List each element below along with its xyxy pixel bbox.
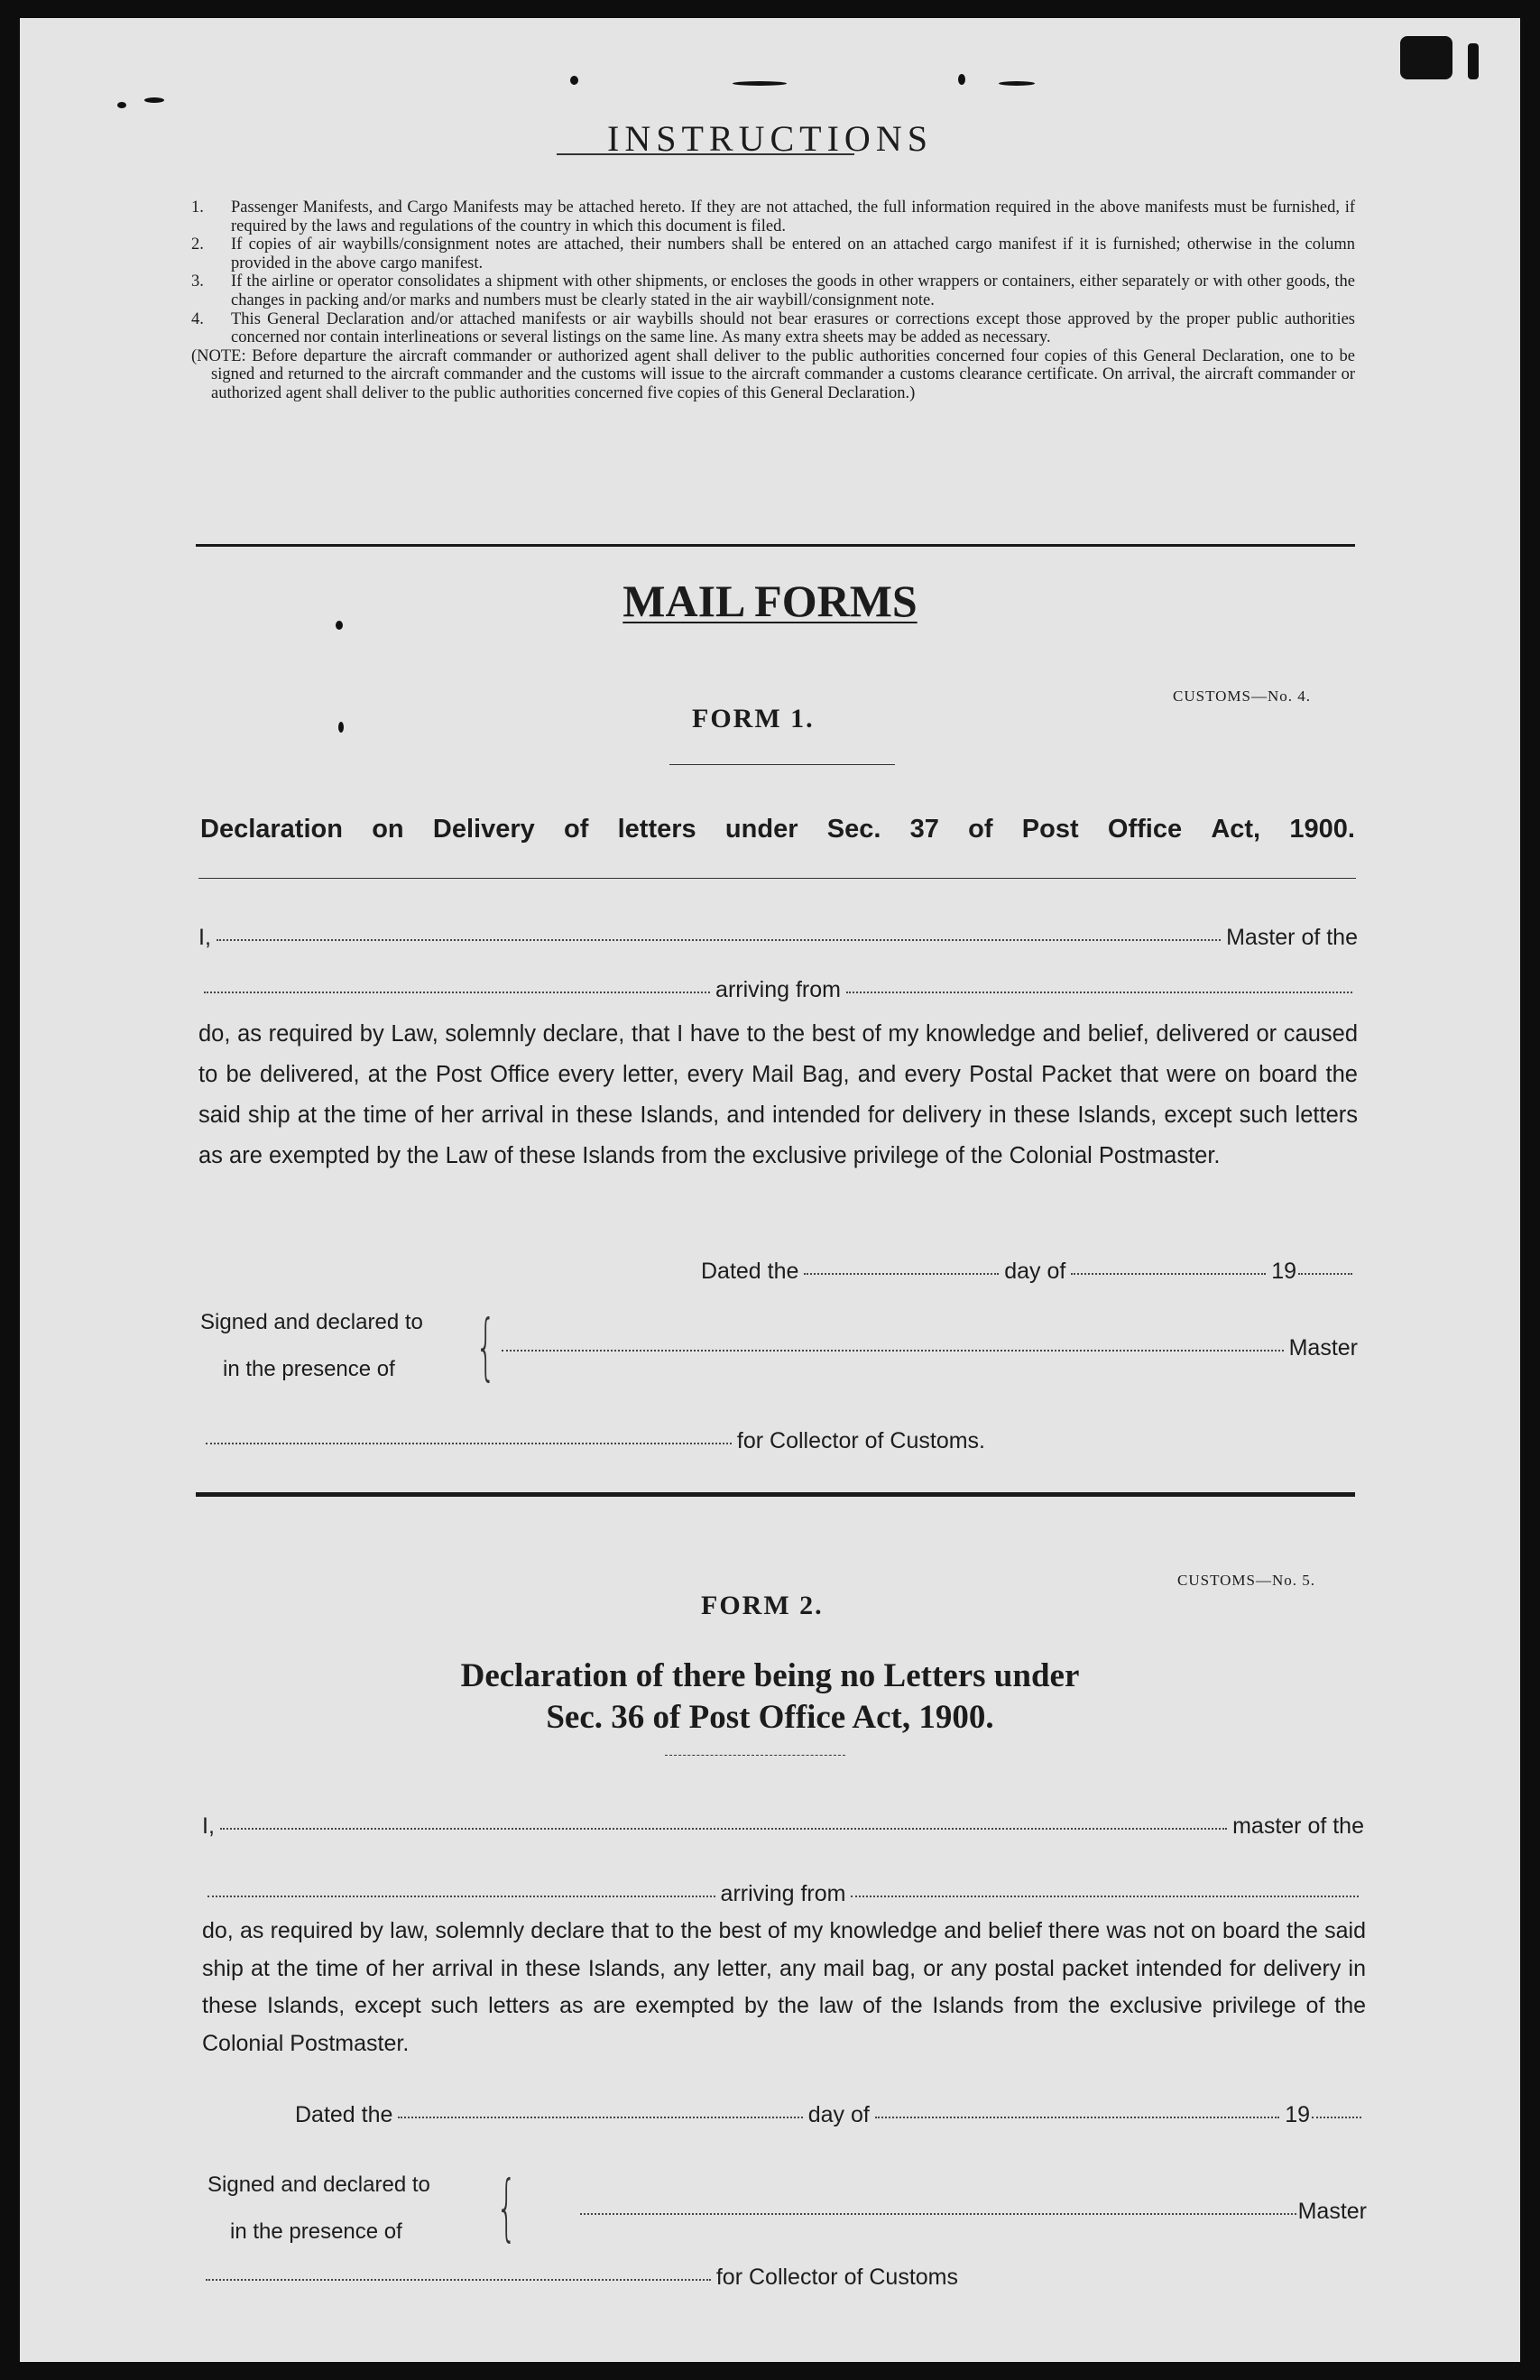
form1-signed-line1: Signed and declared to <box>200 1310 423 1334</box>
form1-year-field[interactable] <box>1298 1273 1352 1275</box>
form1-title-word: 1900. <box>1289 815 1355 844</box>
form1-master-line <box>198 925 1358 951</box>
form1-ship-field[interactable] <box>204 992 710 993</box>
form1-year-label: 19 <box>1271 1259 1296 1284</box>
form1-title-word: of <box>968 815 993 844</box>
form1-master-signature-line <box>496 1335 1358 1361</box>
form2-label: FORM 2. <box>701 1591 824 1620</box>
form2-day-of-label: day of <box>807 2102 870 2127</box>
instruction-number: 4. <box>191 309 204 328</box>
instruction-item <box>191 310 1355 347</box>
form1-body: do, as required by Law, solemnly declare, that I have to the best of my knowledge and belief, delivered or caused to be delivered, at the Post Office every letter, every Mail Bag, and every Postal Packet that were on board the said ship at the time of her arrival in these Islands, and intended for delivery in these Islands, except such letters as are exempted by the Law of these Islands from the exclusive privilege of the Colonial Postmaster. <box>198 1021 1358 1168</box>
form2-port-field[interactable] <box>851 1896 1359 1897</box>
section-divider <box>196 544 1355 547</box>
form2-year-field[interactable] <box>1312 2117 1361 2118</box>
form1-day-of-label: day of <box>1004 1259 1066 1284</box>
scan-speck <box>570 76 578 85</box>
form2-month-field[interactable] <box>875 2117 1279 2118</box>
form1-title-word: Delivery <box>432 815 535 844</box>
instruction-text: If the airline or operator consolidates a shipment with other shipments, or encloses the goods in other wrappers or containers, either separately or with other goods, the changes in packing and/or marks and numbers must be clearly stated in the air waybill/consignment note. <box>231 272 1355 309</box>
form1-title-word: of <box>564 815 589 844</box>
form1-title-rule <box>198 878 1356 879</box>
form1-title-word: Office <box>1107 815 1183 844</box>
instruction-text: Passenger Manifests, and Cargo Manifests may be attached hereto. If they are not attached, the full information required in the above manifests must be furnished, if required by the laws and regulations of the country in which this document is filed. <box>231 198 1355 235</box>
form2-arriving-label: arriving from <box>720 1881 846 1906</box>
scan-speck <box>733 81 787 86</box>
form1-dated-line <box>701 1259 1358 1285</box>
mail-forms-title <box>20 575 1520 627</box>
form2-title-line1: Declaration of there being no Letters under <box>460 1657 1080 1694</box>
instruction-text: This General Declaration and/or attached manifests or air waybills should not bear erasures or corrections except those approved by the proper public authorities concerned nor contain interlineations or several listings on the same line. As many extra sheets may be added as necessary. <box>231 309 1355 347</box>
form2-body: do, as required by law, solemnly declare that to the best of my knowledge and belief there was not on board the said ship at the time of her arrival in these Islands, any letter, any mail bag, or any postal packet intended for delivery in these Islands, except such letters as are exempted by the law of the Islands from the exclusive privilege of the Colonial Postmaster. <box>202 1918 1366 2056</box>
form2-collector-field[interactable] <box>206 2279 711 2281</box>
document-page <box>20 18 1520 2362</box>
form2-signed-line2: in the presence of <box>230 2219 402 2244</box>
form1-title-word: on <box>372 815 404 844</box>
form1-title-word: 37 <box>909 815 939 844</box>
form1-customs-number: CUSTOMS—No. 4. <box>1173 687 1312 705</box>
scan-speck <box>958 74 965 85</box>
form1-title-word: Act, <box>1211 815 1261 844</box>
scan-speck <box>1400 36 1452 79</box>
instructions-list <box>191 198 1355 403</box>
scan-speck <box>144 97 164 103</box>
form2-signed-line1: Signed and declared to <box>207 2172 430 2197</box>
form1-title-word: under <box>724 815 798 844</box>
scan-speck <box>338 722 344 733</box>
form2-arriving-line <box>202 1881 1364 1907</box>
form1-dated-label: Dated the <box>701 1259 799 1284</box>
form1-signed-line2: in the presence of <box>223 1357 395 1381</box>
form2-title-rule <box>665 1755 845 1756</box>
form1-title-word: Sec. <box>826 815 881 844</box>
instructions-title: INSTRUCTIONS <box>607 118 933 159</box>
form2-master-line <box>202 1813 1364 1840</box>
form1-brace: { <box>475 1305 496 1388</box>
form1-title-word: Declaration <box>200 815 343 844</box>
form1-month-field[interactable] <box>1071 1273 1266 1275</box>
instruction-text: If copies of air waybills/consignment notes are attached, their numbers shall be entered on an attached cargo manifest if it is furnished; otherwise in the column provided in the above cargo manifest. <box>231 235 1355 272</box>
form2-master-signature-line <box>575 2199 1367 2225</box>
form2-dated-line <box>295 2102 1367 2128</box>
form2-title <box>20 1656 1520 1739</box>
form1-i-label: I, <box>198 925 211 950</box>
form1-title-word: Post <box>1021 815 1079 844</box>
form2-dated-label: Dated the <box>295 2102 393 2127</box>
form1-title <box>200 815 1355 844</box>
form1-collector-label: for Collector of Customs. <box>736 1428 985 1453</box>
instruction-item <box>191 198 1355 235</box>
form2-collector-label: for Collector of Customs <box>715 2265 958 2290</box>
form2-i-label: I, <box>202 1813 215 1839</box>
scan-speck <box>117 102 126 108</box>
form2-name-field[interactable] <box>220 1828 1227 1830</box>
form2-master-label: Master <box>1297 2199 1367 2224</box>
instruction-item <box>191 272 1355 309</box>
form1-arriving-label: arriving from <box>715 977 841 1002</box>
form1-master-signature-field[interactable] <box>502 1350 1284 1351</box>
form2-master-of-label: master of the <box>1232 1813 1364 1839</box>
form2-collector-line <box>200 2265 958 2291</box>
instruction-number: 2. <box>191 235 204 254</box>
form1-arriving-line <box>198 977 1358 1003</box>
form1-name-field[interactable] <box>217 939 1221 941</box>
form1-collector-line <box>200 1428 985 1454</box>
form1-master-label: Master <box>1288 1335 1358 1361</box>
form2-year-label: 19 <box>1285 2102 1310 2127</box>
form1-label-rule <box>669 764 895 765</box>
instruction-number: 3. <box>191 272 204 291</box>
form1-collector-field[interactable] <box>206 1443 732 1444</box>
form2-master-signature-field[interactable] <box>580 2213 1296 2215</box>
instruction-item <box>191 235 1355 272</box>
form1-master-of-label: Master of the <box>1226 925 1358 950</box>
scan-speck <box>999 81 1035 86</box>
form2-brace: { <box>496 2165 517 2249</box>
form2-day-field[interactable] <box>398 2117 802 2118</box>
form2-ship-field[interactable] <box>207 1896 715 1897</box>
form1-label: FORM 1. <box>692 704 815 733</box>
scan-speck <box>1468 43 1479 79</box>
form1-title-word: letters <box>617 815 696 844</box>
form1-port-field[interactable] <box>846 992 1352 993</box>
mail-forms-title-text: MAIL FORMS <box>622 576 918 626</box>
form1-day-field[interactable] <box>804 1273 999 1275</box>
form2-title-line2: Sec. 36 of Post Office Act, 1900. <box>546 1699 994 1736</box>
form-divider <box>196 1492 1355 1497</box>
instructions-note: (NOTE: Before departure the aircraft commander or authorized agent shall deliver to the public authorities concerned four copies of this General Declaration, one to be signed and returned to the aircraft commander and the customs will issue to the aircraft commander a customs clearance certificate. On arrival, the aircraft commander or authorized agent shall deliver to the public authorities concerned five copies of this General Declaration.) <box>191 346 1355 402</box>
instruction-number: 1. <box>191 198 204 217</box>
form2-customs-number: CUSTOMS—No. 5. <box>1177 1572 1316 1589</box>
